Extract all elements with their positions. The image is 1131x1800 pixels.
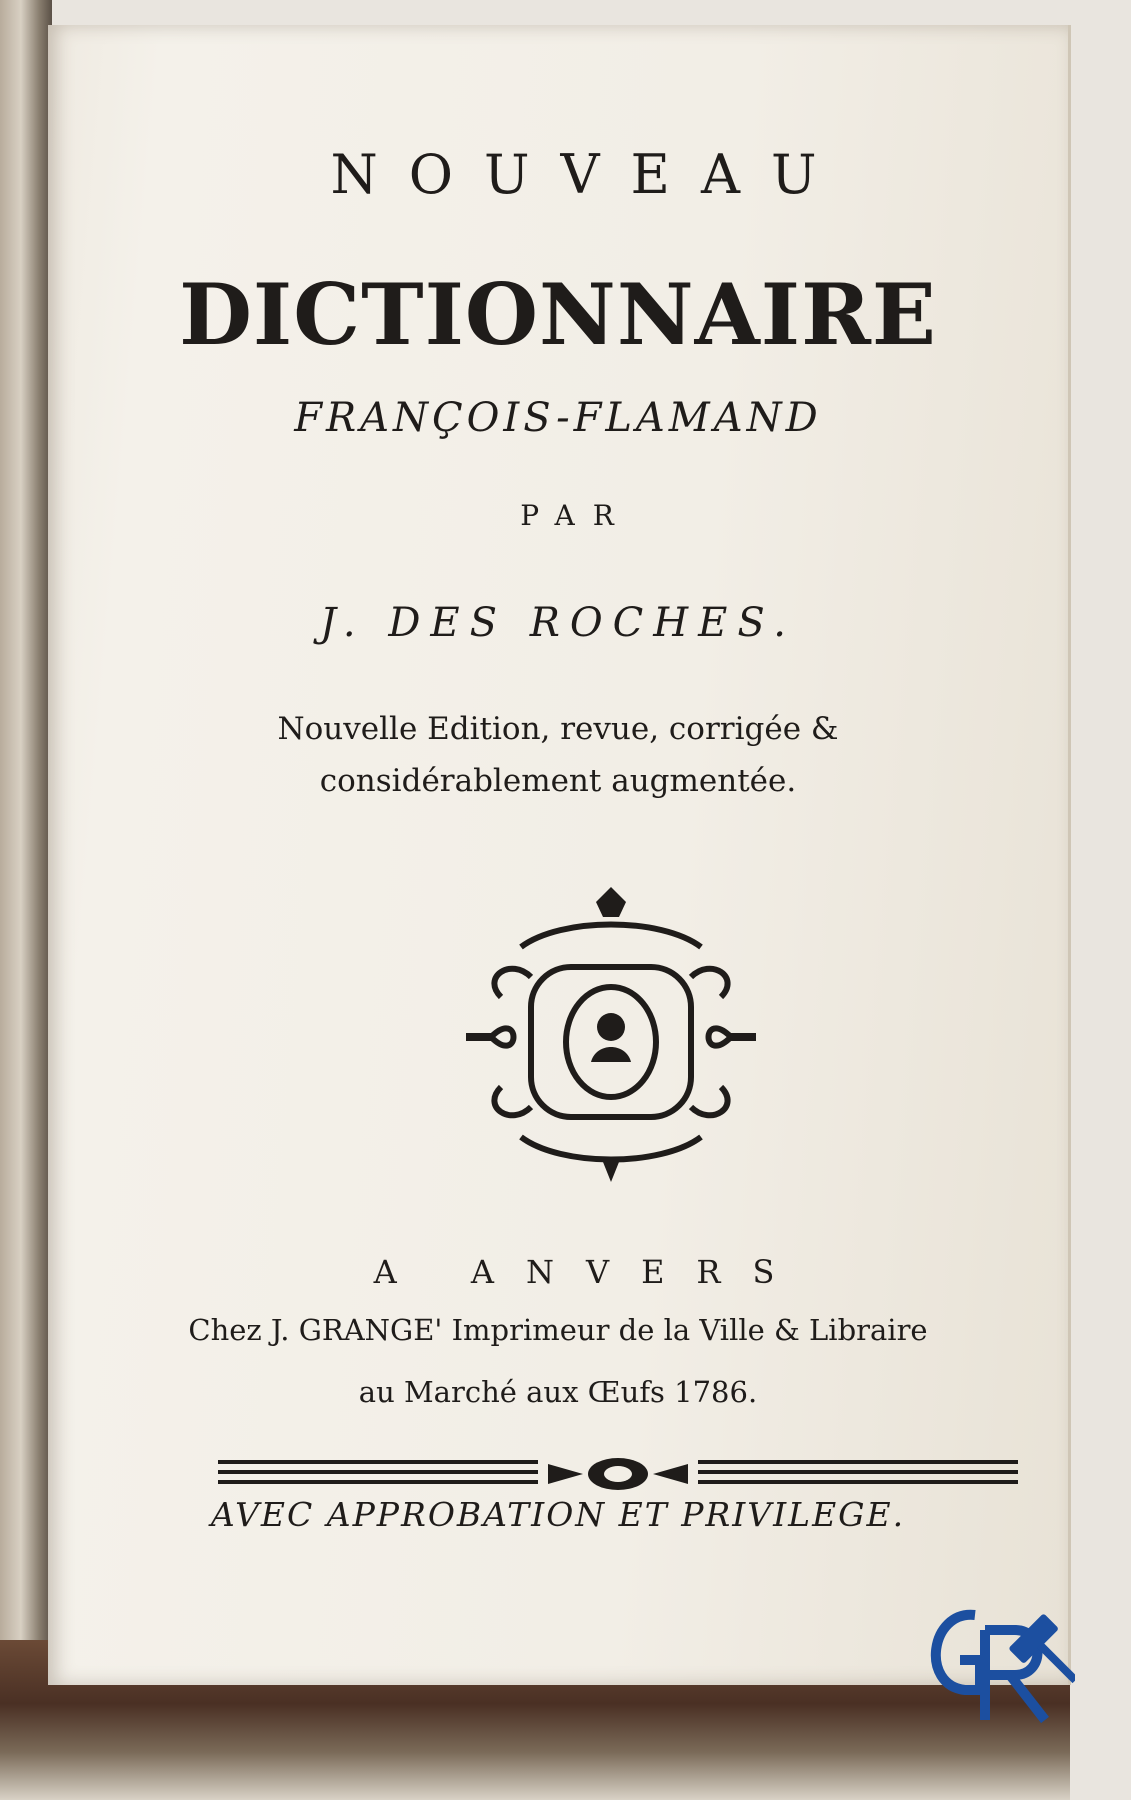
subtitle: FRANÇOIS-FLAMAND — [294, 395, 822, 441]
imprint-printer: Chez J. GRANGE' Imprimeur de la Ville & Libraire — [188, 1313, 928, 1347]
title-page — [48, 25, 1071, 1685]
printer-ornament-icon — [461, 887, 761, 1187]
approbation-line: AVEC APPROBATION ET PRIVILEGE. — [210, 1495, 906, 1534]
imprint-address-date: au Marché aux Œufs 1786. — [358, 1375, 758, 1409]
left-page-edge — [0, 0, 52, 1800]
title-line-1: NOUVEAU — [330, 143, 848, 206]
par-label: PAR — [520, 499, 632, 532]
decorative-rule-icon — [218, 1454, 1018, 1494]
gr-watermark-logo — [905, 1590, 1075, 1730]
imprint-city: A ANVERS — [373, 1253, 807, 1291]
author-name: J. DES ROCHES. — [319, 600, 797, 646]
edition-statement: Nouvelle Edition, revue, corrigée & considérablement augmentée. — [277, 711, 839, 799]
title-line-2: DICTIONNAIRE — [179, 265, 937, 364]
